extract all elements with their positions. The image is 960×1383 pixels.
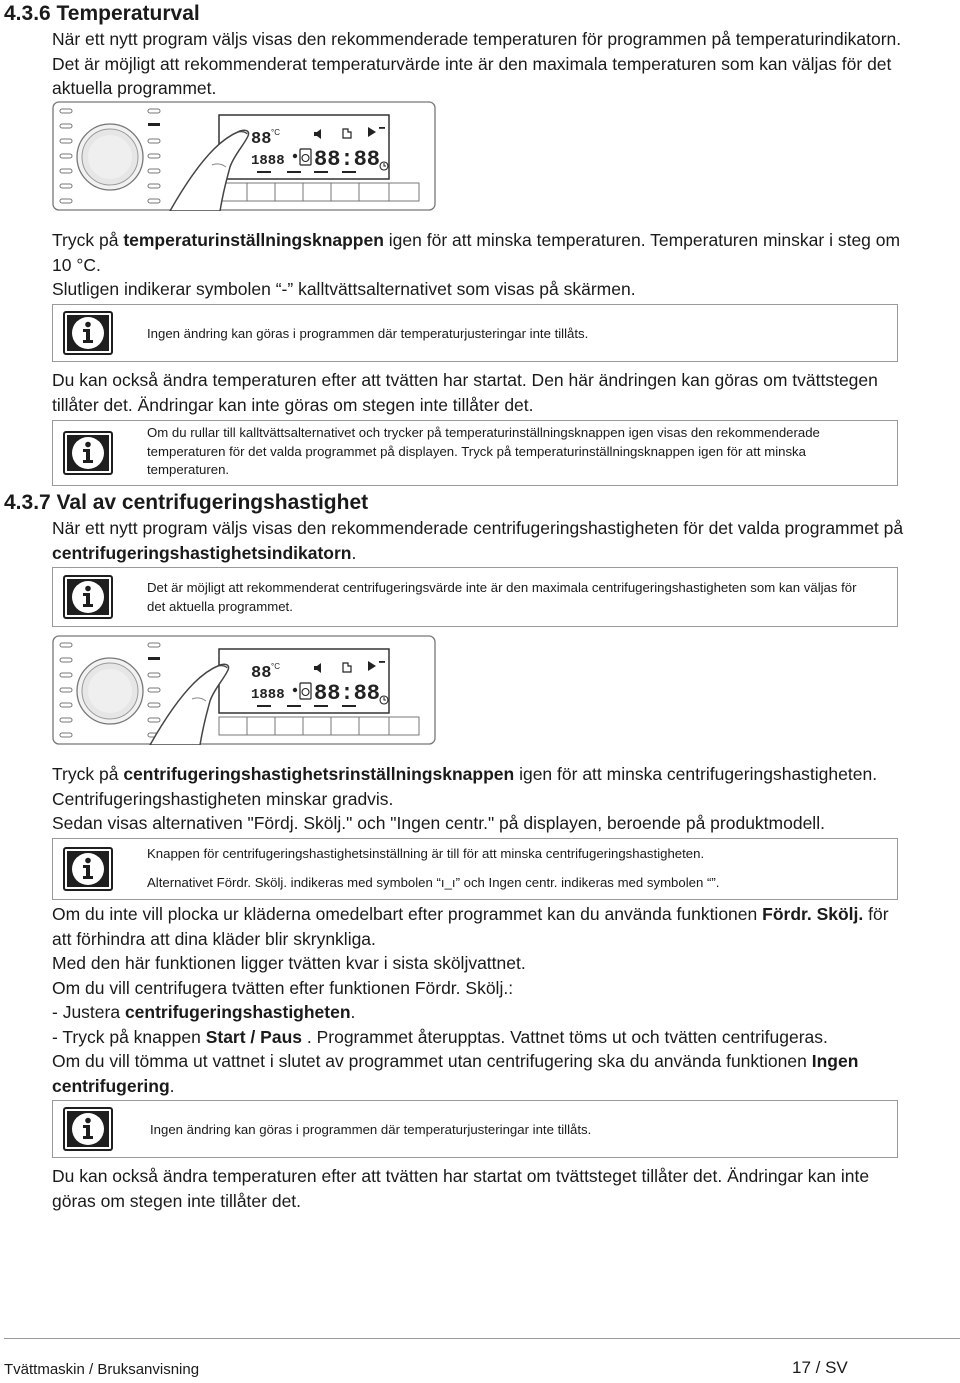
text-line: göras om stegen inte tillåter det. <box>52 1190 302 1211</box>
text-line <box>52 1025 932 1050</box>
text-line: Det är möjligt att rekommenderat centrifugeringsvärde inte är den maximala centrifugeringshastigheten som kan väljas för <box>147 580 857 595</box>
text-run: - Tryck på knappen <box>52 1026 206 1047</box>
text-line: det aktuella programmet. <box>147 598 293 614</box>
info-note <box>52 838 898 900</box>
temp-after-start-paragraph <box>52 368 932 417</box>
text-line: aktuella programmet. <box>52 78 217 98</box>
info-icon <box>63 575 113 619</box>
info-icon <box>63 311 113 355</box>
display-temperature-unit: °C <box>271 662 280 671</box>
text-run: Tryck på <box>52 230 124 250</box>
spin-button-paragraph <box>52 762 932 836</box>
control-panel-illustration-temperature <box>52 101 436 211</box>
info-note-text: Ingen ändring kan göras i programmen där temperaturjusteringar inte tillåts. <box>147 326 589 341</box>
spin-intro-paragraph <box>52 516 932 565</box>
bold-term: centrifugeringshastigheten <box>124 1002 351 1022</box>
text-run: Om du inte vill plocka ur kläderna omedelbart efter programmet kan du använda funktionen <box>52 904 763 924</box>
text-run: . <box>350 1002 356 1022</box>
info-icon <box>63 431 113 475</box>
text-line: att förhindra att dina kläder blir skrynkliga. <box>52 928 376 949</box>
footer-title: Tvättmaskin / Bruksanvisning <box>4 1361 200 1378</box>
text-line: 10 °C. <box>52 254 101 275</box>
bold-term: centrifugering <box>52 1075 170 1096</box>
display-temperature: 88 <box>251 664 272 683</box>
text-run: igen för att minska centrifugeringshastigheten. <box>514 764 878 784</box>
footer-divider <box>4 1338 960 1339</box>
text-run: Tryck på <box>52 764 124 784</box>
text-line: När ett nytt program väljs visas den rekommenderade temperaturen för programmen på temperaturindikatorn. <box>52 29 902 49</box>
bold-term: centrifugeringshastighetsrinställningsknappen <box>123 764 515 784</box>
text-run: . <box>169 1075 175 1096</box>
section-heading-temperaturval: 4.3.6 Temperaturval <box>4 2 200 25</box>
text-run: igen för att minska temperaturen. Temperaturen minskar i steg om <box>383 230 901 250</box>
text-line <box>52 762 932 787</box>
info-note-text: Alternativet Fördr. Skölj. indikeras med symbolen “ı_ı” och Ingen centr. indikeras med symbolen “”. <box>147 875 720 890</box>
temp-intro-paragraph <box>52 27 932 101</box>
text-line: Centrifugeringshastigheten minskar gradvis. <box>52 788 394 809</box>
bold-term: Fördr. Skölj. <box>762 904 864 924</box>
text-run: . <box>351 542 357 563</box>
text-line <box>52 1074 932 1099</box>
display-spin-speed: 1888 <box>251 687 285 703</box>
section-heading-centrifugering: 4.3.7 Val av centrifugeringshastighet <box>4 491 369 514</box>
info-note-text: Knappen för centrifugeringshastighetsinställning är till för att minska centrifugeringshastigheten. <box>147 846 705 861</box>
text-run: Om du vill tömma ut vattnet i slutet av programmet utan centrifugering ska du använda funktionen <box>52 1051 812 1071</box>
control-panel-illustration-spin <box>52 635 436 745</box>
text-line: Du kan också ändra temperaturen efter att tvätten har startat om tvättsteget tillåter det. Ändringar kan inte <box>52 1166 870 1186</box>
text-line: temperaturen för det valda programmet på displayen. Tryck på temperaturinställningsknappen igen för att minska <box>147 443 806 459</box>
text-line: tillåter det. Ändringar kan inte göras om stegen inte tillåter det. <box>52 394 534 415</box>
text-line: Det är möjligt att rekommenderat temperaturvärde inte är den maximala temperaturen som kan väljas för det <box>52 53 892 74</box>
info-note <box>52 420 898 486</box>
info-note-text <box>147 424 889 480</box>
temp-button-paragraph <box>52 228 932 302</box>
text-line <box>52 541 932 566</box>
text-line: temperaturen. <box>147 462 230 477</box>
bold-term: Ingen <box>811 1051 859 1071</box>
bold-term: temperaturinställningsknappen <box>123 230 384 250</box>
text-run: för <box>863 904 889 924</box>
page-number: 17 / SV <box>792 1358 848 1377</box>
fordr-paragraph <box>52 902 932 1098</box>
text-line: Du kan också ändra temperaturen efter att tvätten har startat. Den här ändringen kan göras om tvättstegen <box>52 370 878 390</box>
display-spin-speed: 1888 <box>251 153 285 169</box>
info-note <box>52 1100 898 1158</box>
text-line: Om du vill centrifugera tvätten efter funktionen Fördr. Skölj.: <box>52 977 514 998</box>
bold-term: Start / Paus <box>205 1026 302 1047</box>
info-note-text: Ingen ändring kan göras i programmen där temperaturjusteringar inte tillåts. <box>150 1122 592 1137</box>
text-line: Med den här funktionen ligger tvätten kvar i sista sköljvattnet. <box>52 953 526 973</box>
display-temperature-unit: °C <box>271 128 280 137</box>
text-line: Om du rullar till kalltvättsalternativet och trycker på temperaturinställningsknappen igen visas den rekommenderade <box>147 425 820 440</box>
info-icon <box>63 847 113 891</box>
text-line: Sedan visas alternativen "Fördj. Skölj." och "Ingen centr." på displayen, beroende på produktmodell. <box>52 813 825 833</box>
info-note <box>52 304 898 362</box>
display-time: 88:88 <box>314 147 381 172</box>
display-time: 88:88 <box>314 681 381 706</box>
text-line <box>52 1049 932 1074</box>
text-line <box>52 228 932 253</box>
info-note <box>52 567 898 627</box>
bold-term: centrifugeringshastighetsindikatorn <box>52 542 352 563</box>
info-icon <box>63 1107 113 1151</box>
text-line: Slutligen indikerar symbolen “-” kalltvättsalternativet som visas på skärmen. <box>52 279 636 299</box>
display-temperature: 88 <box>251 130 272 149</box>
text-line <box>52 1000 932 1025</box>
spin-final-paragraph <box>52 1164 932 1213</box>
text-run: - Justera <box>52 1002 125 1022</box>
info-note-text <box>147 579 889 616</box>
text-run: . Programmet återupptas. Vattnet töms ut och tvätten centrifugeras. <box>302 1026 828 1047</box>
text-line: När ett nytt program väljs visas den rekommenderade centrifugeringshastigheten för det valda programmet på <box>52 518 904 538</box>
text-line <box>52 902 932 927</box>
